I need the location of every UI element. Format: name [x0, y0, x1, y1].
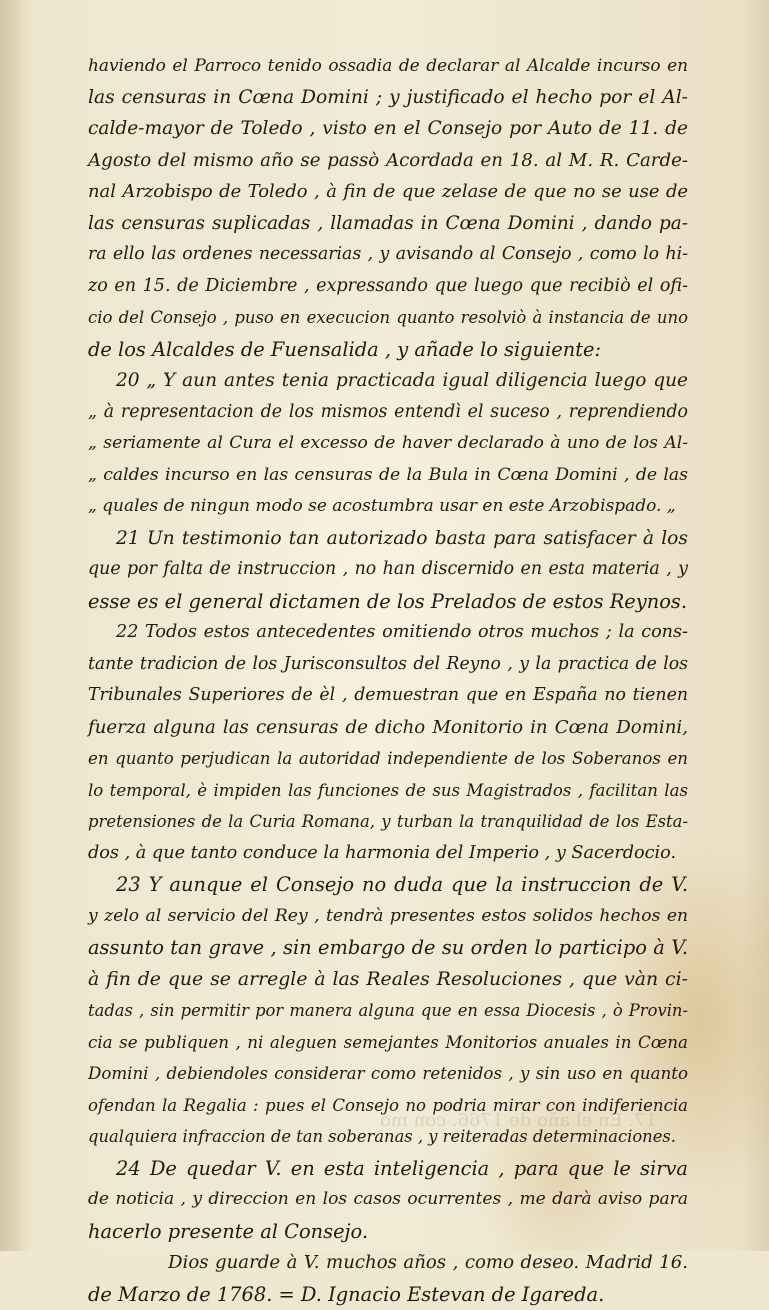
text-line: Agosto del mismo año se passò Acordada en 18. al M. R. Carde- [88, 145, 688, 177]
text-line: „ à representacion de los mismos entendì el suceso , reprendiendo [88, 397, 688, 429]
paragraph-22-start: 22 Todos estos antecedentes omitiendo otros muchos ; la cons- [88, 617, 688, 649]
closing-salutation: Dios guarde à V. muchos años , como deseo. Madrid 16. [88, 1247, 688, 1279]
text-line: à fin de que se arregle à las Reales Resoluciones , que vàn ci- [88, 964, 688, 996]
paragraph-23-start: 23 Y aunque el Consejo no duda que la instruccion de V. [88, 869, 688, 901]
text-line: Domini , debiendoles considerar como retenidos , y sin uso en quanto [88, 1058, 688, 1090]
text-line: cia se publiquen , ni aleguen semejantes Monitorios anuales in Cœna [88, 1027, 688, 1059]
text-line: zo en 15. de Diciembre , expressando que luego que recibiò el ofi- [88, 271, 688, 303]
page-edge-shadow [0, 0, 30, 1251]
text-line: y zelo al servicio del Rey , tendrà presentes estos solidos hechos en [88, 901, 688, 933]
text-line: haviendo el Parroco tenido ossadia de declarar al Alcalde incurso en [88, 50, 688, 82]
paragraph-20-start: 20 „ Y aun antes tenia practicada igual diligencia luego que [88, 365, 688, 397]
show-through-text: 17. En el año de 1766. con mo [380, 1110, 657, 1131]
text-line: las censuras in Cœna Domini ; y justificado el hecho por el Al- [88, 82, 688, 114]
text-line: tadas , sin permitir por manera alguna que en essa Diocesis , ò Provin- [88, 995, 688, 1027]
text-line: lo temporal, è impiden las funciones de sus Magistrados , facilitan las [88, 775, 688, 807]
paragraph-24-start: 24 De quedar V. en esta inteligencia , para que le sirva [88, 1153, 688, 1185]
text-line: ofendan la Regalia : pues el Consejo no podria mirar con indiferiencia [88, 1090, 688, 1122]
signature-line: de Marzo de 1768. = D. Ignacio Estevan de Igareda. [88, 1279, 688, 1310]
text-line: nal Arzobispo de Toledo , à fin de que zelase de que no se use de [88, 176, 688, 208]
paragraph-21-start: 21 Un testimonio tan autorizado basta para satisfacer à los [88, 523, 688, 555]
text-line: dos , à que tanto conduce la harmonia del Imperio , y Sacerdocio. [88, 838, 688, 870]
text-line: ra ello las ordenes necessarias , y avisando al Consejo , como lo hi- [88, 239, 688, 271]
text-line: „ seriamente al Cura el excesso de haver declarado à uno de los Al- [88, 428, 688, 460]
text-line: tante tradicion de los Jurisconsultos del Reyno , y la practica de los [88, 649, 688, 681]
text-line: qualquiera infraccion de tan soberanas , y reiteradas determinaciones. [88, 1121, 688, 1153]
text-line: „ quales de ningun modo se acostumbra usar en este Arzobispado. „ [88, 491, 688, 523]
text-line: assunto tan grave , sin embargo de su orden lo participo à V. [88, 932, 688, 964]
text-line: que por falta de instruccion , no han discernido en esta materia , y [88, 554, 688, 586]
text-line: fuerza alguna las censuras de dicho Monitorio in Cœna Domini, [88, 712, 688, 744]
text-line: calde-mayor de Toledo , visto en el Consejo por Auto de 11. de [88, 113, 688, 145]
text-line: de noticia , y direccion en los casos ocurrentes , me darà aviso para [88, 1184, 688, 1216]
text-line: esse es el general dictamen de los Prelados de estos Reynos. [88, 586, 688, 618]
text-line: pretensiones de la Curia Romana, y turban la tranquilidad de los Esta- [88, 806, 688, 838]
text-line: las censuras suplicadas , llamadas in Cœna Domini , dando pa- [88, 208, 688, 240]
text-line: cio del Consejo , puso en execucion quanto resolviò à instancia de uno [88, 302, 688, 334]
text-line: en quanto perjudican la autoridad independiente de los Soberanos en [88, 743, 688, 775]
text-line: „ caldes incurso en las censuras de la Bula in Cœna Domini , de las [88, 460, 688, 492]
text-line: hacerlo presente al Consejo. [88, 1216, 688, 1248]
text-line: de los Alcaldes de Fuensalida , y añade lo siguiente: [88, 334, 688, 366]
text-line: Tribunales Superiores de èl , demuestran que en España no tienen [88, 680, 688, 712]
document-body [88, 50, 688, 1310]
